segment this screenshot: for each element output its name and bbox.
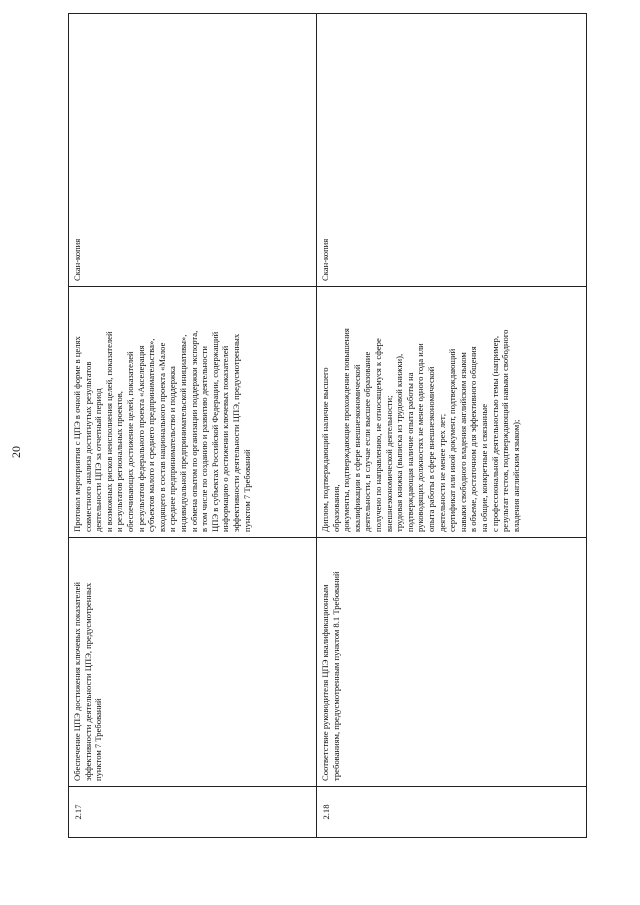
text-line: субъектов малого и среднего предпринимательства», — [146, 338, 157, 532]
text-line: пунктом 7 Требований — [93, 698, 104, 781]
text-line: опыта работы в сфере внешнеэкономической — [425, 366, 436, 532]
text-line: и результатов федерального проекта «Акселерация — [135, 345, 146, 532]
text-line: деятельности, в случае если высшее образование — [362, 351, 373, 532]
text-line: подтверждающая наличие опыта работы на — [404, 372, 415, 532]
text-line: и среднее предпринимательство и поддержка — [167, 366, 178, 532]
text-line: Протокол мероприятия с ЦПЭ в очной форме в целях — [72, 336, 82, 532]
text-line: получено по направлению, не относящемуся к сфере — [372, 338, 383, 532]
text-line: сертификат или иной документ, подтверждающий — [447, 348, 458, 532]
requirements-table-rotated — [68, 58, 570, 838]
text-line: владения английским языком); — [510, 419, 521, 532]
text-line: образования, — [330, 484, 341, 532]
text-line: документы, подтверждающие прохождение повышения — [341, 328, 352, 532]
row-number: 2.17 — [69, 787, 317, 838]
requirements-table — [68, 13, 587, 838]
page-number: 20 — [9, 446, 23, 458]
documents-cell — [317, 287, 587, 538]
text-line: индивидуальной предпринимательской инициативы», — [177, 334, 188, 532]
text-line: требованиям, предусмотренным пунктом 8.1 Требований — [330, 571, 341, 781]
text-line: навыки свободного владения английским языком — [457, 352, 468, 532]
text-line: эффективности деятельности ЦПЭ, предусмотренных — [230, 333, 241, 532]
form-cell: Скан-копия — [69, 14, 317, 287]
text-line: входящего в состав национального проекта «Малое — [156, 342, 167, 532]
requirement-cell — [69, 538, 317, 787]
requirement-text — [72, 543, 104, 781]
text-line: эффективности деятельности ЦПЭ, предусмотренных — [82, 582, 93, 781]
requirement-cell — [317, 538, 587, 787]
table-body — [69, 14, 587, 838]
text-line: в объеме, достаточном для эффективного общения — [468, 346, 479, 532]
text-line: квалификации в сфере внешнеэкономической — [351, 364, 362, 532]
text-line: деятельности не менее трех лет; — [436, 413, 447, 532]
row-number: 2.18 — [317, 787, 587, 838]
text-line: в том числе по созданию и развитию деятельности — [199, 346, 210, 532]
requirement-text — [320, 543, 341, 781]
text-line: трудовая книжка (выписка из трудовой книжки), — [394, 353, 405, 532]
text-line: Диплом, подтверждающий наличие высшего — [320, 367, 330, 532]
text-line: и результатов региональных проектов, — [114, 391, 125, 532]
text-line: совместного анализа достигнутых результатов — [82, 361, 93, 532]
documents-text — [320, 292, 521, 532]
documents-cell — [69, 287, 317, 538]
text-line: обеспечивающих достижение целей, показателей — [124, 351, 135, 532]
form-cell: Скан-копия — [317, 14, 587, 287]
text-line: информацию о достижении ключевых показателей — [220, 345, 231, 532]
text-line: результат тестов, подтверждающий навыки свободного — [500, 329, 511, 532]
text-line: ЦПЭ в субъектах Российской Федерации, содержащий — [209, 331, 220, 532]
documents-text — [72, 292, 252, 532]
text-line: Обеспечение ЦПЭ достижения ключевых показателей — [72, 581, 82, 781]
text-line: пунктом 7 Требований — [241, 449, 252, 532]
table-row — [69, 14, 317, 838]
table-row — [317, 14, 587, 838]
text-line: и возможных рисков неисполнения целей, показателей — [103, 331, 114, 532]
text-line: руководящих должностях не менее одного года или — [415, 343, 426, 532]
text-line: с профессиональной деятельностью темы (например, — [489, 336, 500, 532]
text-line: Соответствие руководителя ЦПЭ квалификационным — [320, 584, 330, 781]
text-line: и обмена опытом по организации поддержки экспорта, — [188, 330, 199, 532]
text-line: деятельности ЦПЭ за отчетный период — [93, 388, 104, 532]
text-line: на общие, конкретные и связанные — [478, 403, 489, 532]
text-line: внешнеэкономической деятельности; — [383, 395, 394, 532]
